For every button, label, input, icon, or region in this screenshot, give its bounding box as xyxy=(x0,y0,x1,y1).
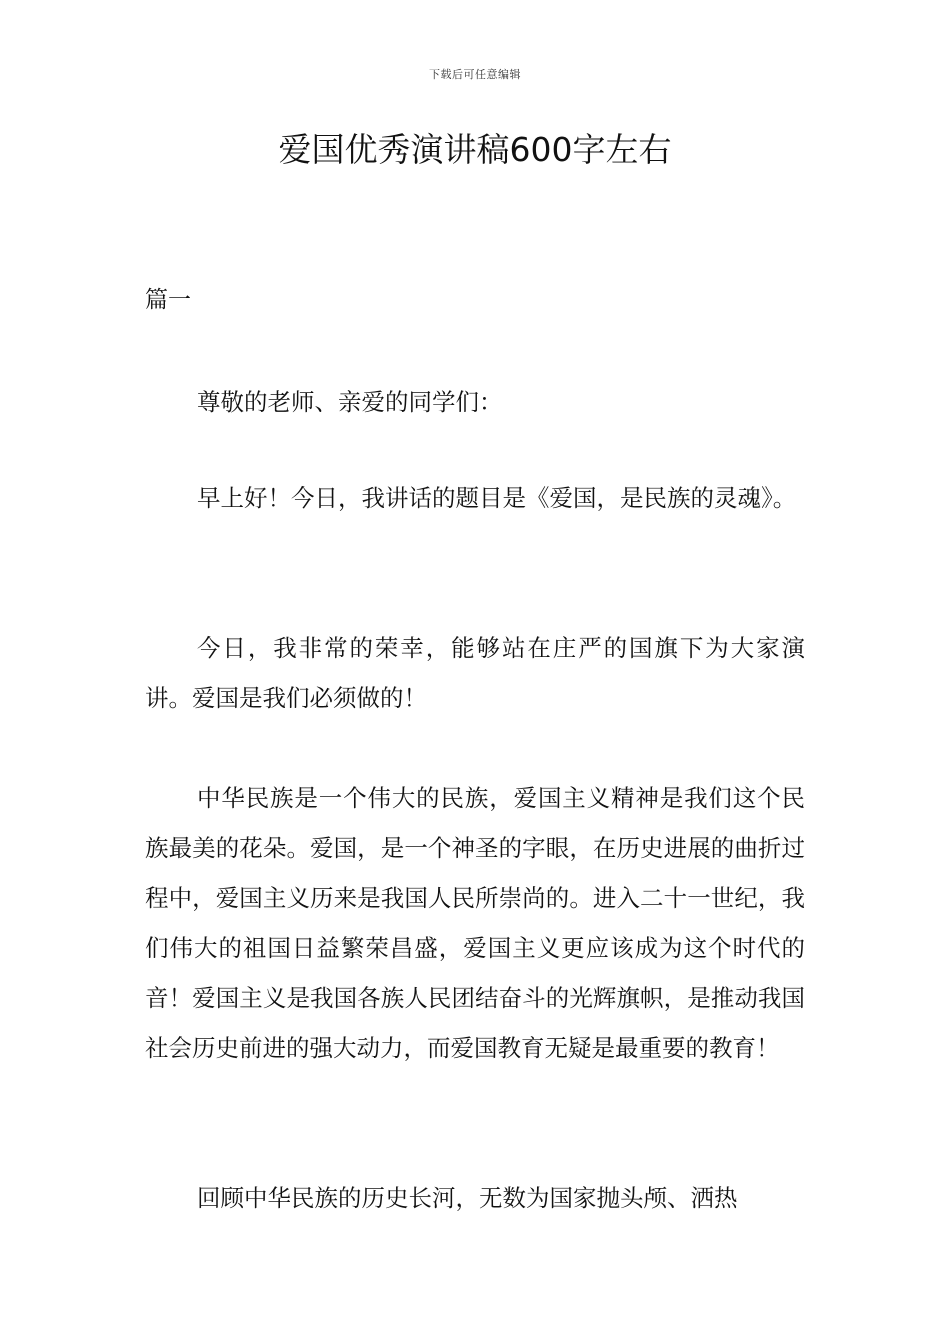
paragraph-history-review: 回顾中华民族的历史长河，无数为国家抛头颅、洒热 xyxy=(197,1184,738,1212)
paragraph-honor: 今日，我非常的荣幸，能够站在庄严的国旗下为大家演讲。爱国是我们必须做的！ xyxy=(145,634,805,712)
section-label: 篇一 xyxy=(145,287,191,313)
document-title: 爱国优秀演讲稿600字左右 xyxy=(278,130,672,169)
paragraph-patriotism: 中华民族是一个伟大的民族，爱国主义精神是我们这个民族最美的花朵。爱国，是一个神圣的字眼，在历史进展的曲折过程中，爱国主义历来是我国人民所崇尚的。进入二十一世纪，我们伟大的祖国日益繁荣昌盛，爱国主义更应该成为这个时代的音！爱国主义是我国各族人民团结奋斗的光辉旗帜，是推动我国社会历史前进的强大动力，而爱国教育无疑是最重要的教育！ xyxy=(145,784,805,1062)
paragraph-speech-topic: 早上好！今日，我讲话的题目是《爱国，是民族的灵魂》。 xyxy=(197,484,797,512)
header-note: 下载后可任意编辑 xyxy=(429,68,521,81)
paragraph-greeting: 尊敬的老师、亲爱的同学们： xyxy=(197,388,503,416)
